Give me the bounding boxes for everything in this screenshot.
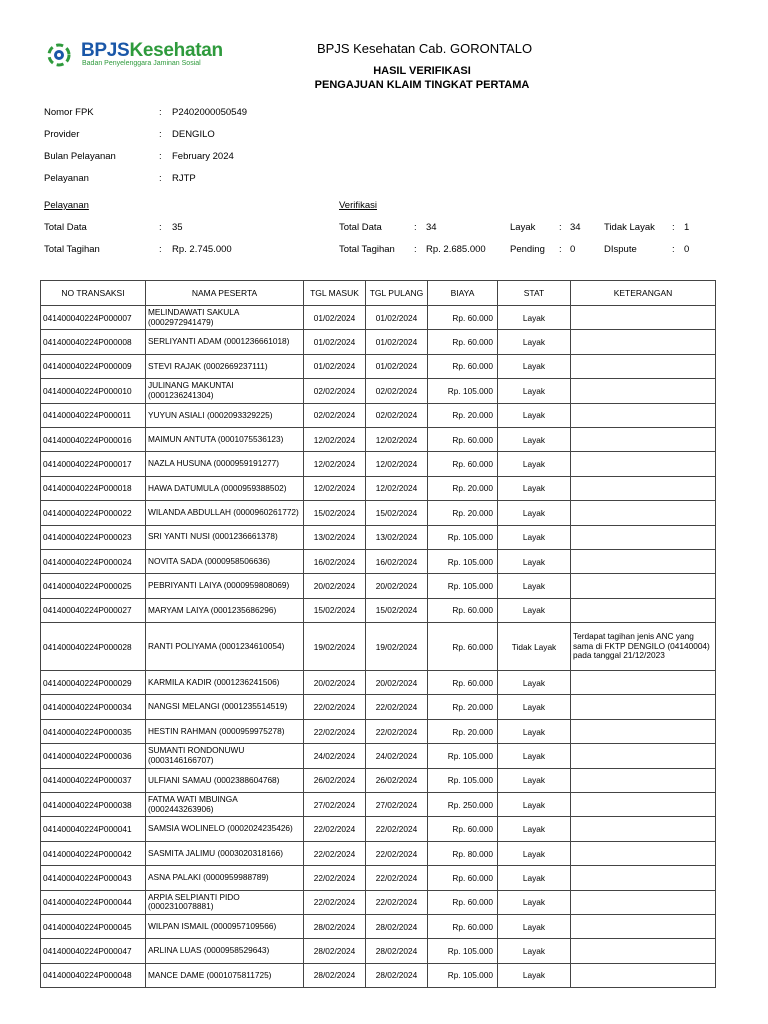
keterangan-cell: [571, 549, 716, 573]
tgl-masuk-cell: 22/02/2024: [304, 817, 366, 841]
keterangan-cell: [571, 793, 716, 817]
tgl-masuk-cell: 12/02/2024: [304, 452, 366, 476]
tgl-pulang-cell: 20/02/2024: [366, 574, 428, 598]
stat-cell: Layak: [498, 963, 571, 987]
keterangan-cell: [571, 330, 716, 354]
nama-peserta-cell: NANGSI MELANGI (0001235514519): [146, 695, 304, 719]
tgl-pulang-cell: 22/02/2024: [366, 890, 428, 914]
nama-peserta-cell: WILANDA ABDULLAH (0000960261772): [146, 501, 304, 525]
branch-title: BPJS Kesehatan Cab. GORONTALO: [317, 41, 533, 56]
tgl-masuk-cell: 22/02/2024: [304, 719, 366, 743]
no-transaksi-cell: 041400040224P000018: [41, 476, 146, 500]
table-row: [41, 476, 716, 500]
dispute-label: DIspute: [604, 244, 637, 255]
table-row: [41, 354, 716, 378]
tgl-pulang-cell: 22/02/2024: [366, 841, 428, 865]
stat-cell: Layak: [498, 379, 571, 403]
tgl-pulang-cell: 20/02/2024: [366, 671, 428, 695]
biaya-cell: Rp. 105.000: [428, 549, 498, 573]
stat-cell: Layak: [498, 427, 571, 451]
document-subtitle: PENGAJUAN KLAIM TINGKAT PERTAMA: [314, 79, 530, 91]
tgl-masuk-cell: 01/02/2024: [304, 330, 366, 354]
keterangan-cell: [571, 671, 716, 695]
keterangan-cell: [571, 841, 716, 865]
no-transaksi-cell: 041400040224P000022: [41, 501, 146, 525]
stat-cell: Layak: [498, 598, 571, 622]
biaya-cell: Rp. 60.000: [428, 598, 498, 622]
stat-cell: Layak: [498, 525, 571, 549]
keterangan-cell: [571, 525, 716, 549]
table-row: [41, 452, 716, 476]
no-transaksi-cell: 041400040224P000027: [41, 598, 146, 622]
no-transaksi-cell: 041400040224P000042: [41, 841, 146, 865]
table-header-row: [41, 281, 716, 306]
table-row: [41, 695, 716, 719]
keterangan-cell: Terdapat tagihan jenis ANC yang sama di FKTP DENGILO (04140004) pada tanggal 21/12/2023: [571, 623, 716, 671]
keterangan-cell: [571, 452, 716, 476]
biaya-cell: Rp. 60.000: [428, 671, 498, 695]
nama-peserta-cell: FATMA WATI MBUINGA (0002443263906): [146, 793, 304, 817]
biaya-cell: Rp. 60.000: [428, 866, 498, 890]
keterangan-cell: [571, 501, 716, 525]
ver-total-data-label: Total Data: [339, 222, 382, 233]
nama-peserta-cell: ARPIA SELPIANTI PIDO (0002310078881): [146, 890, 304, 914]
tgl-pulang-cell: 15/02/2024: [366, 598, 428, 622]
stat-cell: Layak: [498, 501, 571, 525]
pel-total-tagihan-label: Total Tagihan: [44, 244, 100, 255]
tgl-pulang-cell: 22/02/2024: [366, 817, 428, 841]
biaya-cell: Rp. 20.000: [428, 476, 498, 500]
no-transaksi-cell: 041400040224P000016: [41, 427, 146, 451]
tgl-pulang-cell: 01/02/2024: [366, 306, 428, 330]
tgl-masuk-cell: 27/02/2024: [304, 793, 366, 817]
biaya-cell: Rp. 250.000: [428, 793, 498, 817]
colon: :: [672, 244, 675, 255]
tgl-pulang-cell: 22/02/2024: [366, 719, 428, 743]
tgl-pulang-cell: 13/02/2024: [366, 525, 428, 549]
table-row: [41, 671, 716, 695]
keterangan-cell: [571, 598, 716, 622]
biaya-cell: Rp. 20.000: [428, 719, 498, 743]
pel-total-data-value: 35: [172, 222, 183, 233]
tgl-masuk-cell: 02/02/2024: [304, 403, 366, 427]
no-transaksi-cell: 041400040224P000023: [41, 525, 146, 549]
nama-peserta-cell: RANTI POLIYAMA (0001234610054): [146, 623, 304, 671]
tgl-pulang-cell: 28/02/2024: [366, 963, 428, 987]
table-row: [41, 549, 716, 573]
pel-total-data-label: Total Data: [44, 222, 87, 233]
stat-cell: Layak: [498, 719, 571, 743]
tgl-pulang-cell: 28/02/2024: [366, 939, 428, 963]
tgl-masuk-cell: 20/02/2024: [304, 574, 366, 598]
no-transaksi-cell: 041400040224P000038: [41, 793, 146, 817]
biaya-cell: Rp. 60.000: [428, 623, 498, 671]
logo-tagline: Badan Penyelenggara Jaminan Sosial: [82, 60, 201, 67]
stat-cell: Layak: [498, 330, 571, 354]
biaya-cell: Rp. 60.000: [428, 452, 498, 476]
nama-peserta-cell: MAIMUN ANTUTA (0001075536123): [146, 427, 304, 451]
col-header-no-transaksi: NO TRANSAKSI: [41, 281, 146, 306]
tgl-masuk-cell: 20/02/2024: [304, 671, 366, 695]
table-row: [41, 598, 716, 622]
no-transaksi-cell: 041400040224P000029: [41, 671, 146, 695]
colon: :: [159, 222, 162, 233]
tgl-masuk-cell: 16/02/2024: [304, 549, 366, 573]
claims-table: [40, 280, 716, 988]
tgl-masuk-cell: 28/02/2024: [304, 914, 366, 938]
dispute-value: 0: [684, 244, 690, 255]
biaya-cell: Rp. 60.000: [428, 817, 498, 841]
nama-peserta-cell: MELINDAWATI SAKULA (0002972941479): [146, 306, 304, 330]
table-row: [41, 501, 716, 525]
stat-cell: Layak: [498, 817, 571, 841]
tgl-pulang-cell: 15/02/2024: [366, 501, 428, 525]
keterangan-cell: [571, 744, 716, 768]
table-row: [41, 890, 716, 914]
stat-cell: Layak: [498, 476, 571, 500]
table-row: [41, 963, 716, 987]
tgl-pulang-cell: 27/02/2024: [366, 793, 428, 817]
nama-peserta-cell: MANCE DAME (0001075811725): [146, 963, 304, 987]
no-transaksi-cell: 041400040224P000028: [41, 623, 146, 671]
stat-cell: Layak: [498, 306, 571, 330]
keterangan-cell: [571, 890, 716, 914]
verifikasi-heading: Verifikasi: [339, 200, 378, 211]
no-transaksi-cell: 041400040224P000048: [41, 963, 146, 987]
nama-peserta-cell: PEBRIYANTI LAIYA (0000959808069): [146, 574, 304, 598]
col-header-keterangan: KETERANGAN: [571, 281, 716, 306]
nama-peserta-cell: SERLIYANTI ADAM (0001236661018): [146, 330, 304, 354]
stat-cell: Layak: [498, 354, 571, 378]
biaya-cell: Rp. 105.000: [428, 525, 498, 549]
layak-label: Layak: [510, 222, 536, 233]
colon: :: [672, 222, 675, 233]
table-row: [41, 330, 716, 354]
stat-cell: Layak: [498, 890, 571, 914]
no-transaksi-cell: 041400040224P000034: [41, 695, 146, 719]
table-row: [41, 817, 716, 841]
nama-peserta-cell: SAMSIA WOLINELO (0002024235426): [146, 817, 304, 841]
tgl-masuk-cell: 22/02/2024: [304, 890, 366, 914]
biaya-cell: Rp. 105.000: [428, 379, 498, 403]
no-transaksi-cell: 041400040224P000008: [41, 330, 146, 354]
tgl-pulang-cell: 02/02/2024: [366, 403, 428, 427]
stat-cell: Layak: [498, 403, 571, 427]
nama-peserta-cell: MARYAM LAIYA (0001235686296): [146, 598, 304, 622]
tgl-pulang-cell: 02/02/2024: [366, 379, 428, 403]
colon: :: [159, 244, 162, 255]
keterangan-cell: [571, 427, 716, 451]
biaya-cell: Rp. 105.000: [428, 939, 498, 963]
table-row: [41, 719, 716, 743]
stat-cell: Layak: [498, 549, 571, 573]
pel-total-tagihan-value: Rp. 2.745.000: [172, 244, 232, 255]
keterangan-cell: [571, 939, 716, 963]
nama-peserta-cell: STEVI RAJAK (0002669237111): [146, 354, 304, 378]
ver-total-tagihan-label: Total Tagihan: [339, 244, 395, 255]
biaya-cell: Rp. 20.000: [428, 695, 498, 719]
keterangan-cell: [571, 403, 716, 427]
biaya-cell: Rp. 60.000: [428, 306, 498, 330]
colon: :: [559, 222, 562, 233]
tgl-masuk-cell: 15/02/2024: [304, 598, 366, 622]
table-row: [41, 379, 716, 403]
keterangan-cell: [571, 817, 716, 841]
stat-cell: Layak: [498, 914, 571, 938]
colon: :: [414, 244, 417, 255]
keterangan-cell: [571, 379, 716, 403]
tgl-masuk-cell: 22/02/2024: [304, 866, 366, 890]
biaya-cell: Rp. 105.000: [428, 574, 498, 598]
nama-peserta-cell: ASNA PALAKI (0000959988789): [146, 866, 304, 890]
document-title: HASIL VERIFIKASI: [373, 65, 471, 77]
no-transaksi-cell: 041400040224P000041: [41, 817, 146, 841]
col-header-nama-peserta: NAMA PESERTA: [146, 281, 304, 306]
keterangan-cell: [571, 476, 716, 500]
ver-total-data-value: 34: [426, 222, 437, 233]
tidak-layak-value: 1: [684, 222, 690, 233]
nama-peserta-cell: KARMILA KADIR (0001236241506): [146, 671, 304, 695]
nama-peserta-cell: SUMANTI RONDONUWU (0003146166707): [146, 744, 304, 768]
nama-peserta-cell: NAZLA HUSUNA (0000959191277): [146, 452, 304, 476]
keterangan-cell: [571, 574, 716, 598]
keterangan-cell: [571, 719, 716, 743]
no-transaksi-cell: 041400040224P000011: [41, 403, 146, 427]
pending-label: Pending: [510, 244, 545, 255]
tgl-masuk-cell: 28/02/2024: [304, 939, 366, 963]
stat-cell: Layak: [498, 574, 571, 598]
keterangan-cell: [571, 866, 716, 890]
stat-cell: Layak: [498, 744, 571, 768]
tgl-pulang-cell: 01/02/2024: [366, 354, 428, 378]
tgl-pulang-cell: 12/02/2024: [366, 476, 428, 500]
stat-cell: Tidak Layak: [498, 623, 571, 671]
table-row: [41, 866, 716, 890]
stat-cell: Layak: [498, 695, 571, 719]
table-row: [41, 841, 716, 865]
col-header-tgl-masuk: TGL MASUK: [304, 281, 366, 306]
no-transaksi-cell: 041400040224P000010: [41, 379, 146, 403]
biaya-cell: Rp. 60.000: [428, 890, 498, 914]
no-transaksi-cell: 041400040224P000007: [41, 306, 146, 330]
pending-value: 0: [570, 244, 576, 255]
biaya-cell: Rp. 60.000: [428, 914, 498, 938]
tgl-masuk-cell: 24/02/2024: [304, 744, 366, 768]
nama-peserta-cell: HAWA DATUMULA (0000959388502): [146, 476, 304, 500]
no-transaksi-cell: 041400040224P000047: [41, 939, 146, 963]
tgl-masuk-cell: 19/02/2024: [304, 623, 366, 671]
table-row: [41, 403, 716, 427]
nama-peserta-cell: HESTIN RAHMAN (0000959975278): [146, 719, 304, 743]
no-transaksi-cell: 041400040224P000036: [41, 744, 146, 768]
tgl-pulang-cell: 28/02/2024: [366, 914, 428, 938]
table-row: [41, 768, 716, 792]
keterangan-cell: [571, 306, 716, 330]
colon: :: [559, 244, 562, 255]
tgl-masuk-cell: 13/02/2024: [304, 525, 366, 549]
ver-total-tagihan-value: Rp. 2.685.000: [426, 244, 486, 255]
tgl-pulang-cell: 22/02/2024: [366, 866, 428, 890]
logo-wordmark: BPJSKesehatan: [81, 40, 223, 61]
no-transaksi-cell: 041400040224P000044: [41, 890, 146, 914]
keterangan-cell: [571, 695, 716, 719]
biaya-cell: Rp. 20.000: [428, 501, 498, 525]
tgl-pulang-cell: 12/02/2024: [366, 427, 428, 451]
nama-peserta-cell: ULFIANI SAMAU (0002388604768): [146, 768, 304, 792]
table-row: [41, 574, 716, 598]
no-transaksi-cell: 041400040224P000045: [41, 914, 146, 938]
tgl-masuk-cell: 12/02/2024: [304, 427, 366, 451]
table-row: [41, 306, 716, 330]
stat-cell: Layak: [498, 866, 571, 890]
tgl-masuk-cell: 28/02/2024: [304, 963, 366, 987]
tgl-masuk-cell: 12/02/2024: [304, 476, 366, 500]
tgl-pulang-cell: 24/02/2024: [366, 744, 428, 768]
keterangan-cell: [571, 354, 716, 378]
biaya-cell: Rp. 80.000: [428, 841, 498, 865]
no-transaksi-cell: 041400040224P000037: [41, 768, 146, 792]
table-row: [41, 939, 716, 963]
stat-cell: Layak: [498, 793, 571, 817]
nama-peserta-cell: NOVITA SADA (0000958506636): [146, 549, 304, 573]
col-header-stat: STAT: [498, 281, 571, 306]
nama-peserta-cell: YUYUN ASIALI (0002093329225): [146, 403, 304, 427]
keterangan-cell: [571, 963, 716, 987]
biaya-cell: Rp. 60.000: [428, 330, 498, 354]
stat-cell: Layak: [498, 768, 571, 792]
no-transaksi-cell: 041400040224P000024: [41, 549, 146, 573]
tgl-masuk-cell: 22/02/2024: [304, 841, 366, 865]
nama-peserta-cell: JULINANG MAKUNTAI (0001236241304): [146, 379, 304, 403]
tgl-masuk-cell: 22/02/2024: [304, 695, 366, 719]
stat-cell: Layak: [498, 841, 571, 865]
tgl-pulang-cell: 26/02/2024: [366, 768, 428, 792]
col-header-tgl-pulang: TGL PULANG: [366, 281, 428, 306]
biaya-cell: Rp. 105.000: [428, 744, 498, 768]
tgl-masuk-cell: 01/02/2024: [304, 306, 366, 330]
no-transaksi-cell: 041400040224P000035: [41, 719, 146, 743]
no-transaksi-cell: 041400040224P000025: [41, 574, 146, 598]
nama-peserta-cell: SRI YANTI NUSI (0001236661378): [146, 525, 304, 549]
keterangan-cell: [571, 768, 716, 792]
biaya-cell: Rp. 20.000: [428, 403, 498, 427]
no-transaksi-cell: 041400040224P000009: [41, 354, 146, 378]
tgl-pulang-cell: 22/02/2024: [366, 695, 428, 719]
tgl-pulang-cell: 12/02/2024: [366, 452, 428, 476]
biaya-cell: Rp. 60.000: [428, 427, 498, 451]
table-row: [41, 427, 716, 451]
tgl-pulang-cell: 16/02/2024: [366, 549, 428, 573]
col-header-biaya: BIAYA: [428, 281, 498, 306]
colon: :: [414, 222, 417, 233]
no-transaksi-cell: 041400040224P000017: [41, 452, 146, 476]
tgl-pulang-cell: 19/02/2024: [366, 623, 428, 671]
biaya-cell: Rp. 60.000: [428, 354, 498, 378]
stat-cell: Layak: [498, 452, 571, 476]
stat-cell: Layak: [498, 939, 571, 963]
nama-peserta-cell: SASMITA JALIMU (0003020318166): [146, 841, 304, 865]
table-row: [41, 744, 716, 768]
biaya-cell: Rp. 105.000: [428, 963, 498, 987]
tgl-masuk-cell: 02/02/2024: [304, 379, 366, 403]
pelayanan-heading: Pelayanan: [44, 200, 89, 211]
table-row: [41, 793, 716, 817]
no-transaksi-cell: 041400040224P000043: [41, 866, 146, 890]
tgl-pulang-cell: 01/02/2024: [366, 330, 428, 354]
tgl-masuk-cell: 15/02/2024: [304, 501, 366, 525]
tidak-layak-label: Tidak Layak: [604, 222, 655, 233]
table-row: [41, 525, 716, 549]
table-row: [41, 623, 716, 671]
nama-peserta-cell: ARLINA LUAS (0000958529643): [146, 939, 304, 963]
tgl-masuk-cell: 26/02/2024: [304, 768, 366, 792]
keterangan-cell: [571, 914, 716, 938]
layak-value: 34: [570, 222, 581, 233]
nama-peserta-cell: WILPAN ISMAIL (0000957109566): [146, 914, 304, 938]
stat-cell: Layak: [498, 671, 571, 695]
biaya-cell: Rp. 105.000: [428, 768, 498, 792]
tgl-masuk-cell: 01/02/2024: [304, 354, 366, 378]
table-row: [41, 914, 716, 938]
